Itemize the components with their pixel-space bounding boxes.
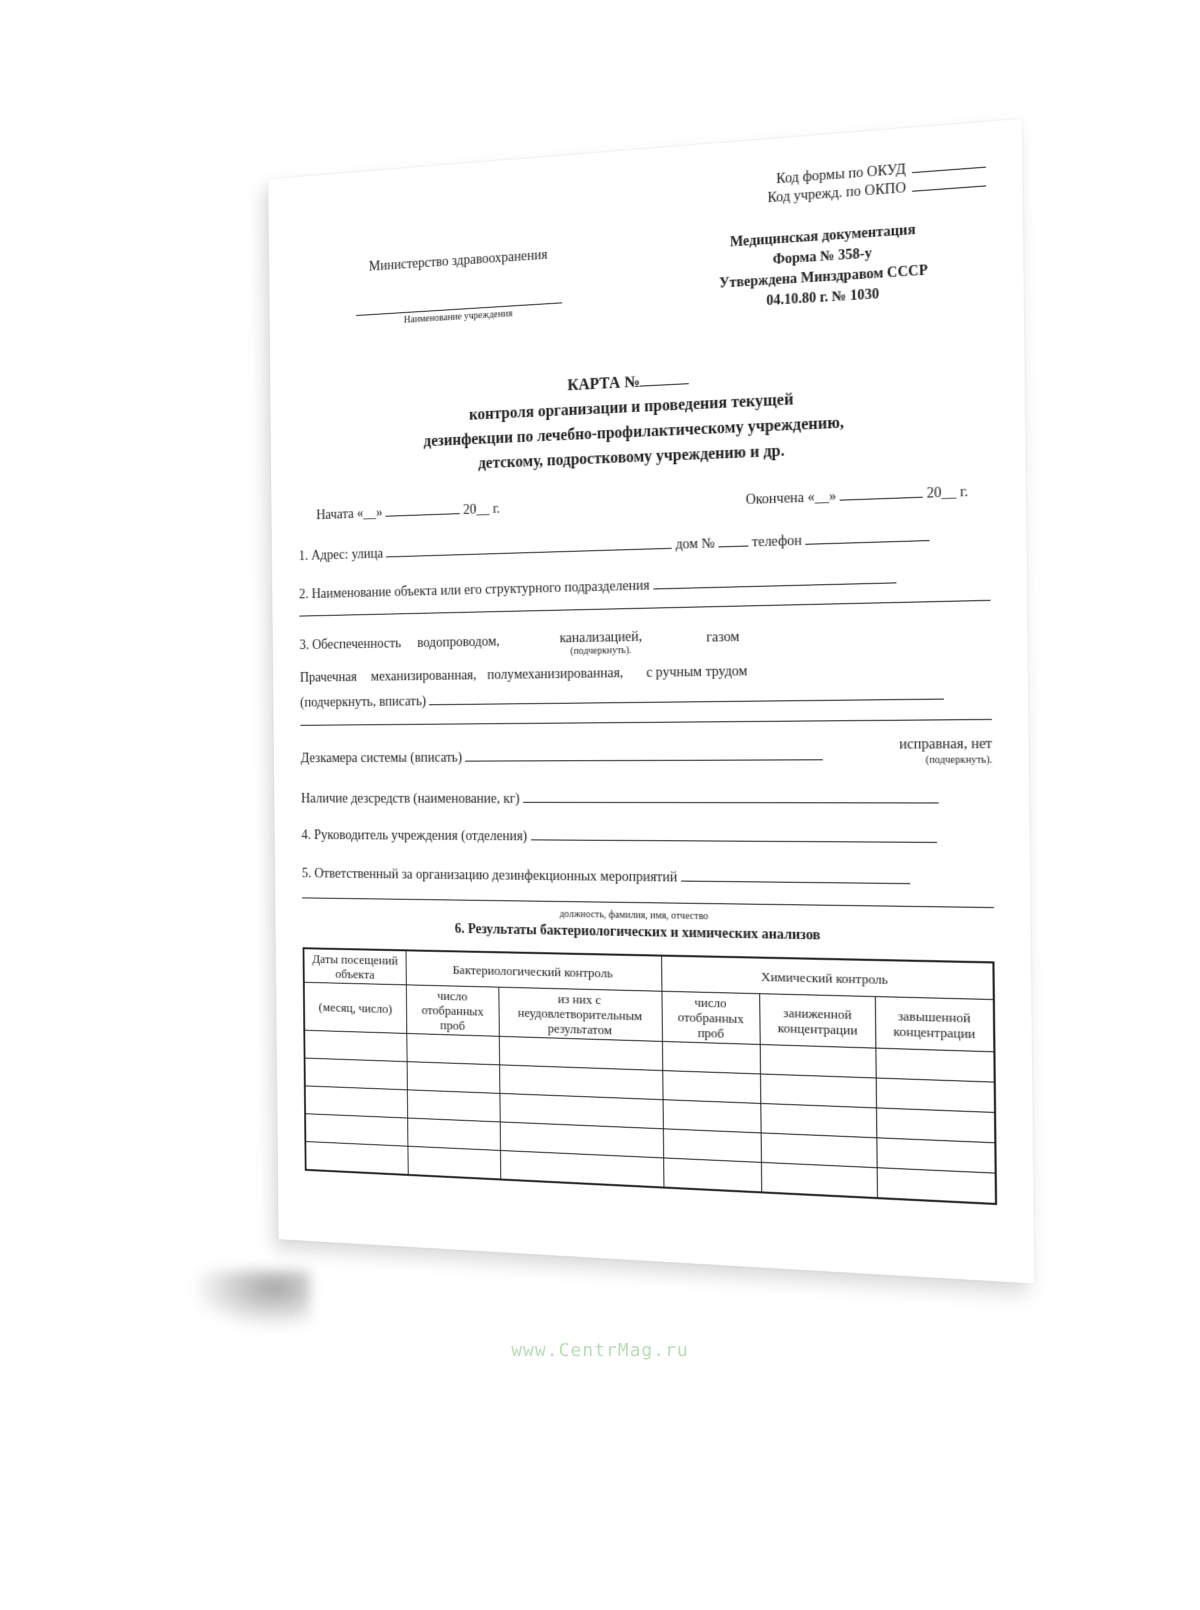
th-chemical: Химический контроль xyxy=(661,956,994,1000)
head-label: 4. Руководитель учреждения (отделения) xyxy=(301,828,528,845)
table-cell[interactable] xyxy=(407,1090,499,1122)
laundry-row xyxy=(300,660,992,686)
title-line-2: контроля организации и проведения текущей xyxy=(469,391,794,424)
deskamera-note: (подчеркнуть). xyxy=(925,754,993,767)
head-blank[interactable] xyxy=(530,828,936,843)
medical-doc-block xyxy=(719,220,928,315)
laundry-note-row xyxy=(300,685,992,711)
start-month-blank[interactable] xyxy=(386,501,460,516)
laundry-blank[interactable] xyxy=(429,686,944,705)
object-label: 2. Наименование объекта или его структурного подразделения xyxy=(299,578,650,603)
laundry-note: (подчеркнуть, вписать) xyxy=(300,694,427,711)
end-date xyxy=(746,483,969,509)
th-chem-count: число отобранных проб xyxy=(662,991,761,1044)
page-shadow xyxy=(190,1270,310,1330)
start-year: 20__ г. xyxy=(463,501,501,518)
end-label: Окончена «__» xyxy=(745,489,837,509)
supply-label: 3. Обеспеченность xyxy=(299,636,402,653)
table-cell[interactable] xyxy=(663,1129,762,1163)
ministry-block xyxy=(356,247,563,329)
dates-row xyxy=(298,482,989,524)
th-chem-high: завышенной концентрации xyxy=(875,997,994,1052)
object-row xyxy=(299,567,990,603)
disinfectants-label: Наличие дезсредств (наименование, кг) xyxy=(301,791,520,807)
th-dates-sub: (месяц, число) xyxy=(304,982,407,1033)
laundry-line-2[interactable] xyxy=(300,719,992,726)
meddoc-approved: Утверждена Минздравом СССР xyxy=(719,263,928,292)
results-table xyxy=(303,947,998,1205)
responsible-blank[interactable] xyxy=(681,868,910,884)
institution-caption: Наименование учреждения xyxy=(403,308,513,326)
meddoc-line-1: Медицинская документация xyxy=(729,222,916,251)
table-cell[interactable] xyxy=(408,1146,500,1179)
okpo-blank[interactable] xyxy=(912,185,986,191)
table-cell[interactable] xyxy=(304,1030,407,1061)
th-dates: Даты посещений объекта xyxy=(303,948,406,985)
form-codes xyxy=(767,155,986,208)
title-line-3: дезинфекции по лечебно-профилактическому учреждению, xyxy=(423,414,844,451)
table-cell[interactable] xyxy=(305,1058,408,1090)
object-line-2[interactable] xyxy=(299,600,990,617)
address-label: 1. Адрес: улица xyxy=(298,546,384,564)
laundry-opt-3: с ручным трудом xyxy=(646,664,748,681)
object-blank[interactable] xyxy=(653,570,896,590)
table-cell[interactable] xyxy=(305,1086,408,1118)
table-cell[interactable] xyxy=(877,1168,996,1204)
table-cell[interactable] xyxy=(407,1062,499,1094)
meddoc-date: 04.10.80 г. № 1030 xyxy=(766,286,880,310)
supply-note: (подчеркнуть). xyxy=(570,645,632,658)
meddoc-form-number: Форма № 358-у xyxy=(772,246,872,269)
laundry-label: Прачечная xyxy=(299,670,357,686)
supply-gas: газом xyxy=(706,629,740,646)
title-line-4: детскому, подростковому учреждению и др. xyxy=(478,442,785,473)
table-cell[interactable] xyxy=(305,1142,408,1175)
th-bact-count: число отобранных проб xyxy=(406,985,499,1036)
disinfectants-row xyxy=(301,790,993,809)
deskamera-status: исправная, нет xyxy=(899,736,993,753)
phone-label: телефон xyxy=(751,533,803,551)
supply-row xyxy=(299,625,992,658)
th-bacteriological: Бактериологический контроль xyxy=(406,950,661,991)
responsible-label: 5. Ответственный за организацию дезинфекционных мероприятий xyxy=(301,866,678,886)
card-label: КАРТА № xyxy=(567,373,640,395)
deskamera-label: Дезкамера системы (вписать) xyxy=(300,750,463,767)
table-cell[interactable] xyxy=(762,1162,878,1198)
responsible-caption: должность, фамилия, имя, отчество xyxy=(559,908,709,923)
form-sheet xyxy=(268,119,1034,1284)
th-chem-low: заниженной концентрации xyxy=(760,994,876,1048)
watermark: www.CentrMag.ru xyxy=(511,1340,689,1361)
supply-water: водопроводом, xyxy=(417,634,500,651)
supply-sewer-block xyxy=(559,629,643,658)
house-blank[interactable] xyxy=(718,533,748,547)
table-cell[interactable] xyxy=(876,1048,995,1082)
table-cell[interactable] xyxy=(663,1100,762,1133)
end-month-blank[interactable] xyxy=(840,484,923,500)
table-cell[interactable] xyxy=(408,1118,500,1150)
form-title xyxy=(297,351,989,483)
house-label: дом № xyxy=(675,536,715,553)
laundry-opt-2: полумеханизированная, xyxy=(487,666,624,683)
okpo-label: Код учрежд. по ОКПО xyxy=(767,180,906,207)
card-number-blank[interactable] xyxy=(640,383,689,386)
table-cell[interactable] xyxy=(407,1033,499,1064)
disinfectants-blank[interactable] xyxy=(523,790,939,803)
ministry-name: Министерство здравоохранения xyxy=(368,247,548,275)
table-cell[interactable] xyxy=(662,1071,761,1104)
table-cell[interactable] xyxy=(663,1158,762,1192)
table-cell[interactable] xyxy=(761,1103,877,1137)
table-cell[interactable] xyxy=(662,1041,761,1074)
address-row xyxy=(299,526,990,565)
table-cell[interactable] xyxy=(500,1150,663,1187)
head-row xyxy=(301,826,993,848)
table-cell[interactable] xyxy=(760,1044,876,1077)
responsible-row xyxy=(302,865,994,891)
table-cell[interactable] xyxy=(761,1074,877,1108)
table-cell[interactable] xyxy=(876,1078,995,1112)
start-date xyxy=(316,500,500,524)
supply-sewer: канализацией, xyxy=(559,629,643,647)
start-label: Начата «__» xyxy=(316,506,383,524)
deskamera-row xyxy=(300,736,993,767)
street-blank[interactable] xyxy=(386,536,672,558)
phone-blank[interactable] xyxy=(805,528,929,545)
deskamera-status-block xyxy=(899,738,992,769)
okud-blank[interactable] xyxy=(912,167,986,174)
okud-label: Код формы по ОКУД xyxy=(776,162,906,188)
th-bact-unsatisfactory: из них с неудовлетворительным результатом xyxy=(499,987,663,1041)
deskamera-blank[interactable] xyxy=(465,747,823,762)
end-year: 20__ г. xyxy=(926,484,969,502)
section-6-title: 6. Результаты бактериологических и химических анализов xyxy=(454,922,821,944)
laundry-opt-1: механизированная, xyxy=(370,668,477,685)
